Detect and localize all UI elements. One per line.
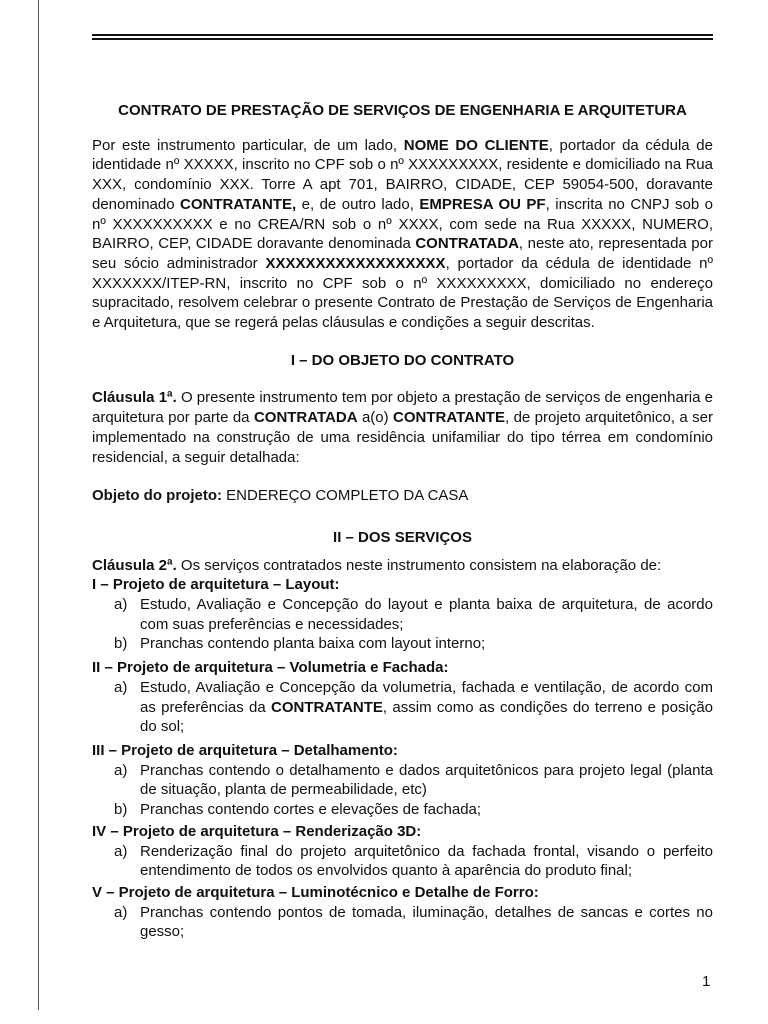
company-name: EMPRESA OU PF [419,195,546,213]
subitem-label: a) [114,678,128,696]
project-object-value: ENDEREÇO COMPLETO DA CASA [221,487,469,505]
subitem-text [140,678,713,737]
contratante-term: CONTRATANTE [270,698,383,716]
client-name: NOME DO CLIENTE [403,136,549,154]
intro-paragraph [92,136,713,333]
subitem-label: a) [114,842,128,860]
service-item-title: II – Projeto de arquitetura – Volumetria e Fachada: [92,659,449,677]
service-subitem [114,842,713,881]
subitem-text-part: , assim como as condições do terreno e posição do sol; [140,698,713,736]
contratante-term: CONTRATANTE, [180,195,297,213]
subitem-text: Pranchas contendo o detalhamento e dados arquitetônicos para projeto legal (planta de situação, planta de permeabilidade, etc) [140,761,713,799]
clause-2-paragraph [92,556,713,576]
service-subitem [114,800,713,820]
subitem-text: Pranchas contendo planta baixa com layout interno; [140,635,486,653]
intro-text: , portador da cédula de identidade nº XXXXXXX/ITEP-RN, inscrito no CPF sob o nº XXXXXXXXX, domiciliado no endereço supracitado, resolvem celebrar o presente Contrato de Prestação de Serviços de Engenharia e Arquitetura, que se regerá pelas cláusulas e condições a seguir descritas. [92,254,713,332]
clause-text: O presente instrumento tem por objeto a prestação de serviços de engenharia e arquitetura por parte da [92,389,714,427]
intro-text: e, de outro lado, [296,195,420,213]
intro-text: Por este instrumento particular, de um lado, [92,136,404,154]
page-number: 1 [702,973,711,990]
clause-1-label: Cláusula 1ª. [92,389,177,407]
administrator-name: XXXXXXXXXXXXXXXXXX [265,254,446,272]
service-item-title: I – Projeto de arquitetura – Layout: [92,576,340,594]
service-subitem [114,678,713,737]
subitem-label: b) [114,635,128,653]
section-heading-object: I – DO OBJETO DO CONTRATO [290,351,515,369]
header-double-rule [92,34,713,36]
clause-text: , de projeto arquitetônico, a ser implementado na construção de uma residência unifamiliar do tipo térrea em condomínio residencial, a seguir detalhada: [92,409,714,466]
contratada-term: CONTRATADA [253,409,358,427]
subitem-text: Pranchas contendo cortes e elevações de fachada; [140,801,482,819]
subitem-label: a) [114,761,128,779]
service-item-title: IV – Projeto de arquitetura – Renderização 3D: [92,822,422,840]
service-subitem [114,634,713,654]
subitem-text: Estudo, Avaliação e Concepção do layout e planta baixa de arquitetura, de acordo com suas preferências e necessidades; [140,596,713,633]
document-title: CONTRATO DE PRESTAÇÃO DE SERVIÇOS DE ENGENHARIA E ARQUITETURA [118,102,687,119]
left-margin-rule [38,0,39,1010]
intro-text: , inscrita no CNPJ sob o nº XXXXXXXXXX e no CREA/RN sob o nº XXXX, com sede na Rua XXXXX, NUMERO, BAIRRO, CEP, CIDADE doravante denominada [92,195,713,253]
subitem-label: a) [114,596,128,614]
clause-2-label: Cláusula 2ª. [92,556,177,574]
intro-text: , neste ato, representada por seu sócio administrador [92,235,713,272]
contratada-term: CONTRATADA [415,235,519,253]
clause-1-paragraph [92,388,713,467]
intro-text: , portador da cédula de identidade nº XXXXX, inscrito no CPF sob o nº XXXXXXXXX, residente e domiciliado na Rua XXX, condomínio XXX. Torre A apt 701, BAIRRO, CIDADE, CEP 59054-500, doravante denominado [92,136,713,213]
project-object-label: Objeto do projeto: [92,487,222,505]
subitem-text-part: Estudo, Avaliação e Concepção da volumetria, fachada e ventilação, de acordo com as preferências da [140,678,713,716]
section-heading-services: II – DOS SERVIÇOS [333,528,472,546]
subitem-text: Renderização final do projeto arquitetônico da fachada frontal, visando o perfeito entendimento de todos os envolvidos quanto à aparência do produto final; [140,842,713,880]
service-subitem [114,595,713,634]
contratante-term: CONTRATANTE [393,409,505,427]
subitem-label: a) [114,903,128,921]
service-item-title: III – Projeto de arquitetura – Detalhamento: [92,741,398,759]
subitem-text: Pranchas contendo pontos de tomada, iluminação, detalhes de sancas e cortes no gesso; [140,903,713,941]
contract-page [92,101,713,942]
service-item-title: V – Projeto de arquitetura – Luminotécnico e Detalhe de Forro: [92,883,539,901]
clause-text: Os serviços contratados neste instrumento consistem na elaboração de: [176,556,662,574]
service-subitem [114,761,713,800]
clause-text: a(o) [357,409,394,427]
service-subitem [114,903,713,942]
subitem-label: b) [114,801,128,819]
project-object-line [92,486,713,506]
